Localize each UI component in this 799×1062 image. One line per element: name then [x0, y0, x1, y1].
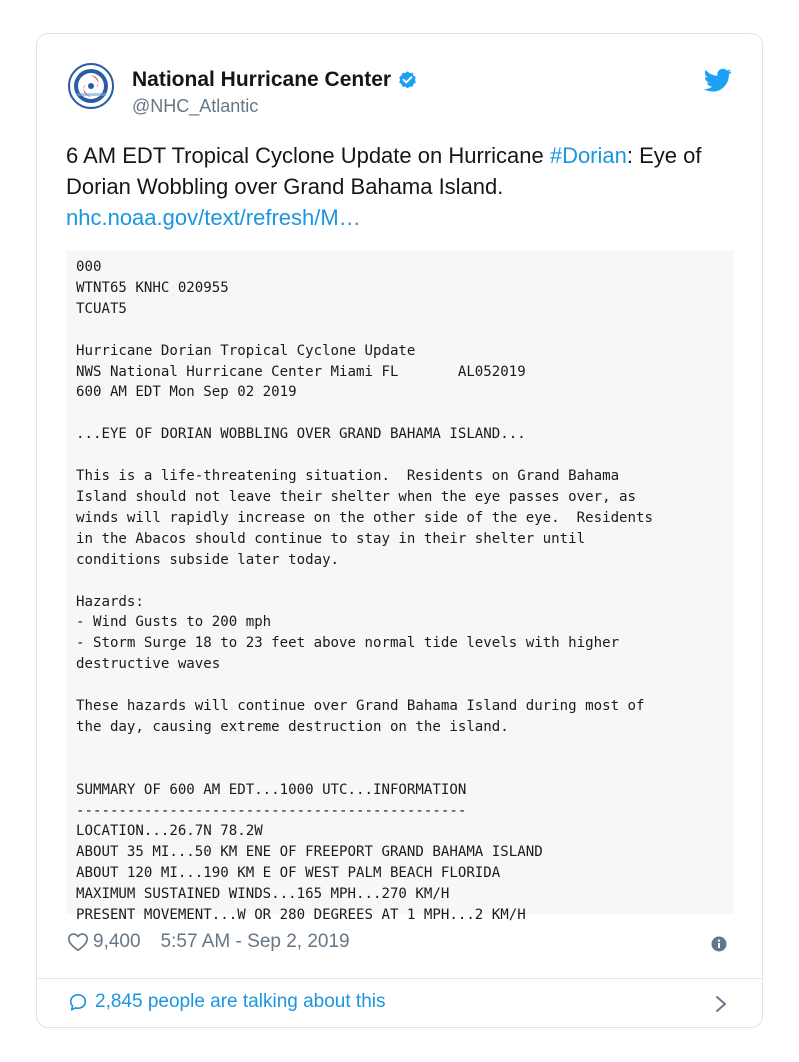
tweet-meta: [67, 931, 350, 953]
account-handle[interactable]: @NHC_Atlantic: [132, 96, 259, 116]
heart-icon[interactable]: [67, 931, 89, 953]
bulletin-preview[interactable]: [66, 250, 734, 924]
like-count[interactable]: 9,400: [93, 931, 141, 952]
comment-bubble-icon: [67, 991, 89, 1013]
tweet-card: [36, 33, 763, 1028]
tweet-text-start: 6 AM EDT Tropical Cyclone Update on Hurricane: [66, 143, 550, 168]
info-icon[interactable]: [711, 936, 727, 952]
tweet-text: [66, 140, 736, 233]
twitter-bird-icon[interactable]: [704, 66, 732, 94]
conversation-link[interactable]: [67, 991, 386, 1013]
bulletin-text: 000 WTNT65 KNHC 020955 TCUAT5 Hurricane Dorian Tropical Cyclone Update NWS National Hurricane Center Miami FL AL052019 600 AM EDT Mon Sep 02 2019 ...EYE OF DORIAN WOBBLING OVER GRAND BAHAMA ISLAND... This is a life-threatening situation. Residents on Grand Bahama Island should not leave their shelter when the eye passes over, as winds will rapidly increase on the other side of the eye. Residents in the Abacos should continue to stay in their shelter until conditions subside later today. Hazards: - Wind Gusts to 200 mph - Storm Surge 18 to 23 feet above normal tide levels with higher destructive waves These hazards will continue over Grand Bahama Island during most of the day, causing extreme destruction on the island. SUMMARY OF 600 AM EDT...1000 UTC...INFORMATION ---------------------------------------------- LOCATION...26.7N 78.2W ABOUT 35 MI...50 KM ENE OF FREEPORT GRAND BAHAMA ISLAND ABOUT 120 MI...190 KM E OF WEST PALM BEACH FLORIDA MAXIMUM SUSTAINED WINDS...165 MPH...270 KM/H PRESENT MOVEMENT...W OR 280 DEGREES AT 1 MPH...2 KM/H: [76, 259, 653, 924]
account-name[interactable]: National Hurricane Center: [132, 68, 392, 91]
account-name-row: [132, 68, 418, 92]
nhc-seal-icon[interactable]: [68, 63, 114, 109]
tweet-url-link[interactable]: nhc.noaa.gov/text/refresh/M…: [66, 205, 361, 230]
hashtag-link[interactable]: #Dorian: [549, 143, 627, 168]
chevron-right-icon[interactable]: [714, 994, 728, 1014]
verified-badge-icon: [397, 70, 418, 91]
footer-divider: [37, 978, 762, 979]
talking-count-label: 2,845 people are talking about this: [95, 991, 386, 1012]
tweet-timestamp[interactable]: 5:57 AM - Sep 2, 2019: [160, 931, 350, 952]
tweet-text-end: : Eye of Dorian Wobbling over Grand Bahama Island.: [66, 143, 702, 199]
